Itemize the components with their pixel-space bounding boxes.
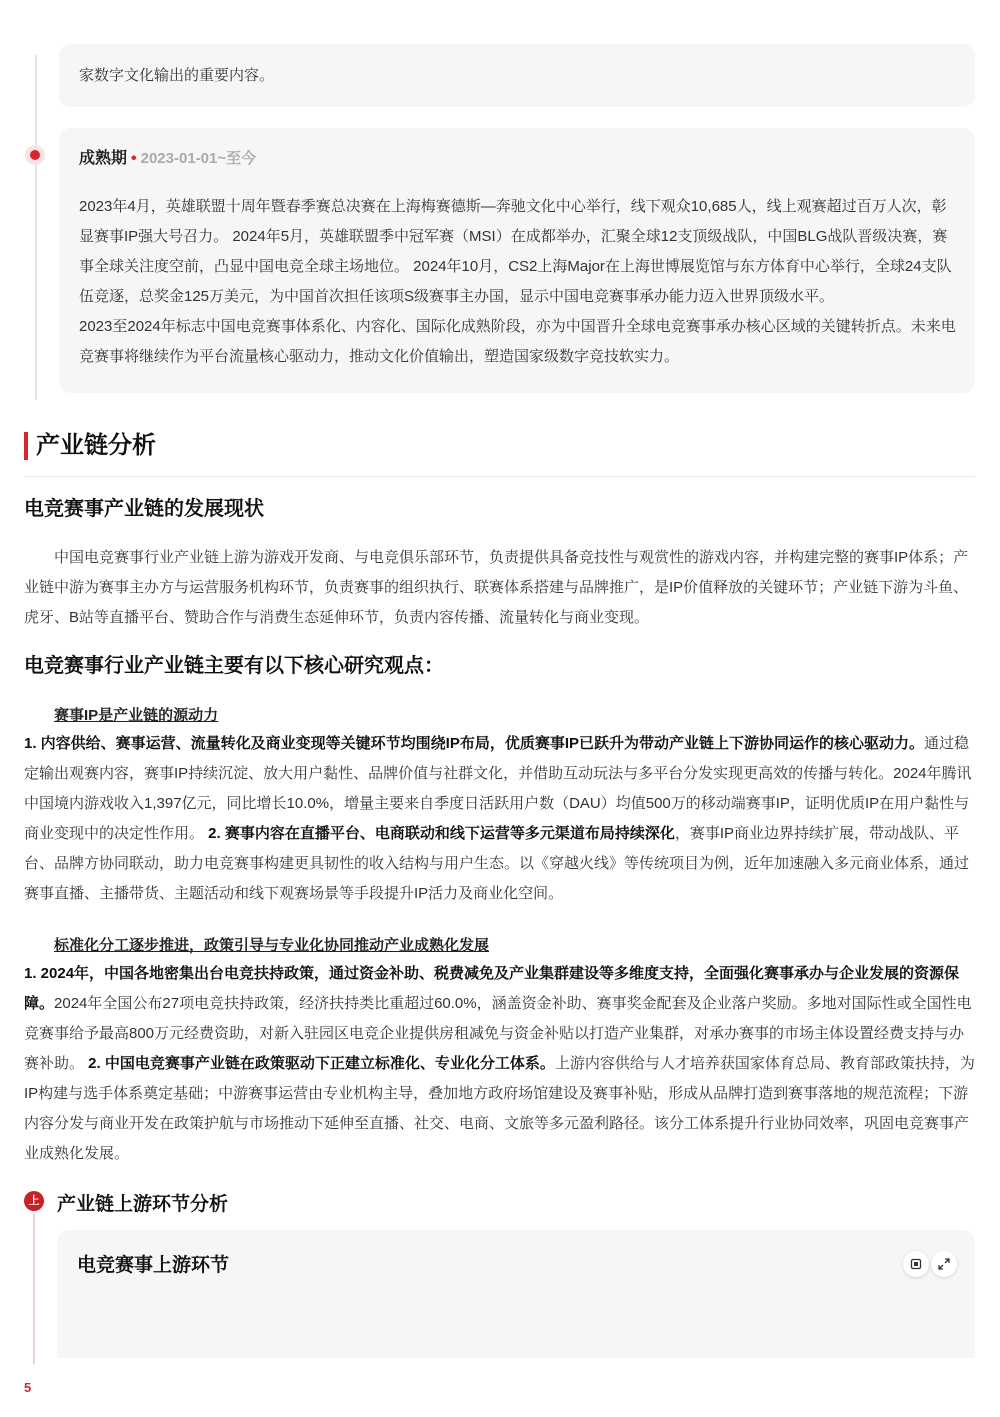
view1-heading: 赛事IP是产业链的源动力: [54, 707, 219, 724]
stage-date: 2023-01-01~至今: [140, 150, 257, 167]
page-number: 5: [24, 1380, 32, 1395]
view1-point2-text: ，赛事IP商业边界持续扩展，带动战队、平台、品牌方协同联动，助力电竞赛事构建更具韧性的收入结构与用户生态。以《穿越火线》等传统项目为例，近年加速融入多元商业体系，通过赛事直播、主播带货、主题活动和线下观赛场景等手段提升IP活力及商业化空间。: [24, 825, 970, 902]
stage-header: [79, 148, 256, 170]
status-paragraph: 中国电竞赛事行业产业链上游为游戏开发商、与电竞俱乐部环节，负责提供具备竞技性与观赏性的游戏内容，并构建完整的赛事IP体系；产业链中游为赛事主办方与运营服务机构环节，负责赛事的组织执行、联赛体系搭建与品牌推广，是IP价值释放的关键环节；产业链下游为斗鱼、虎牙、B站等直播平台、赞助合作与消费生态延伸环节，负责内容传播、流量转化与商业变现。: [24, 549, 969, 626]
stage-paragraph: 2023至2024年标志中国电竞赛事体系化、内容化、国际化成熟阶段，亦为中国晋升全球电竞赛事承办核心区域的关键转折点。未来电竞赛事将继续作为平台流量核心驱动力，推动文化价值输出，塑造国家级数字竞技软实力。: [79, 318, 956, 365]
expand-button[interactable]: [931, 1251, 957, 1277]
stage-paragraph: 2023年4月，英雄联盟十周年暨春季赛总决赛在上海梅赛德斯—奔驰文化中心举行，线下观众10,685人，线上观赛超过百万人次，彰显赛事IP强大号召力。 2024年5月，英雄联盟季中冠军赛（MSI）在成都举办，汇聚全球12支顶级战队，中国BLG战队晋级决赛，赛事全球关注度空前，凸显中国电竞全球主场地位。 2024年10月，CS2上海Major在上海世博展览馆与东方体育中心举行，全球24支队伍竞逐，总奖金125万美元，为中国首次担任该项S级赛事主办国，显示中国电竞赛事承办能力迈入世界顶级水平。: [79, 198, 952, 305]
copy-button[interactable]: [903, 1251, 929, 1277]
view2-paragraph: [24, 959, 975, 1169]
timeline-dot: [25, 145, 45, 165]
upstream-badge: 上: [24, 1191, 44, 1211]
previous-stage-text: 家数字文化输出的重要内容。: [79, 67, 275, 84]
section-title: 产业链分析: [24, 432, 156, 460]
view2-point1-text: 2024年全国公布27项电竞扶持政策，经济扶持类比重超过60.0%，涵盖资金补助、赛事奖金配套及企业落户奖励。多地对国际性或全国性电竞赛事给予最高800万元经费资助，对新入驻园区电竞企业提供房租减免与资金补贴以打造产业集群，对承办赛事的市场主体设置经费支持与办赛补助。: [24, 995, 972, 1072]
upstream-heading: 产业链上游环节分析: [57, 1194, 229, 1215]
expand-icon: [937, 1257, 951, 1271]
mature-stage-card: [59, 128, 975, 393]
stage-name: 成熟期: [79, 150, 128, 167]
upstream-line: [33, 1214, 35, 1364]
view2-heading: 标准化分工逐步推进，政策引导与专业化协同推动产业成熟化发展: [54, 937, 490, 954]
previous-stage-card: [59, 44, 975, 107]
upstream-card-title: 电竞赛事上游环节: [77, 1255, 230, 1276]
view1-paragraph: [24, 729, 975, 909]
views-heading: 电竞赛事行业产业链主要有以下核心研究观点：: [24, 655, 444, 677]
view1-point1-bold: 1. 内容供给、赛事运营、流量转化及商业变现等关键环节均围绕IP布局，优质赛事IP已跃升为带动产业链上下游协同运作的核心驱动力。: [24, 735, 925, 752]
view2-point2-text: 上游内容供给与人才培养获国家体育总局、教育部政策扶持，为IP构建与选手体系奠定基础；中游赛事运营由专业机构主导，叠加地方政府场馆建设及赛事补贴，形成从品牌打造到赛事落地的规范流程；下游内容分发与商业开发在政策护航与市场推动下延伸至直播、社交、电商、文旅等多元盈利路径。该分工体系提升行业协同效率，巩固电竞赛事产业成熟化发展。: [24, 1055, 975, 1162]
view2-point2-bold: 2. 中国电竞赛事产业链在政策驱动下正建立标准化、专业化分工体系。: [88, 1055, 555, 1072]
view1-point2-bold: 2. 赛事内容在直播平台、电商联动和线下运营等多元渠道布局持续深化: [208, 825, 675, 842]
copy-icon: [909, 1257, 923, 1271]
view2-point1-bold: 1. 2024年，中国各地密集出台电竞扶持政策，通过资金补助、税费减免及产业集群建设等多维度支持，全面强化赛事承办与企业发展的资源保障。: [24, 965, 960, 1012]
timeline-line: [35, 55, 37, 400]
section-divider: [24, 476, 975, 477]
upstream-card: [57, 1230, 975, 1358]
view1-point1-text: 通过稳定输出观赛内容，赛事IP持续沉淀、放大用户黏性、品牌价值与社群文化，并借助互动玩法与多平台分发实现更高效的传播与转化。2024年腾讯中国境内游戏收入1,397亿元，同比增长10.0%，增量主要来自季度日活跃用户数（DAU）均值500万的移动端赛事IP，证明优质IP在用户黏性与商业变现中的决定性作用。: [24, 735, 972, 842]
stage-separator: •: [131, 150, 137, 167]
status-heading: 电竞赛事产业链的发展现状: [24, 498, 264, 520]
